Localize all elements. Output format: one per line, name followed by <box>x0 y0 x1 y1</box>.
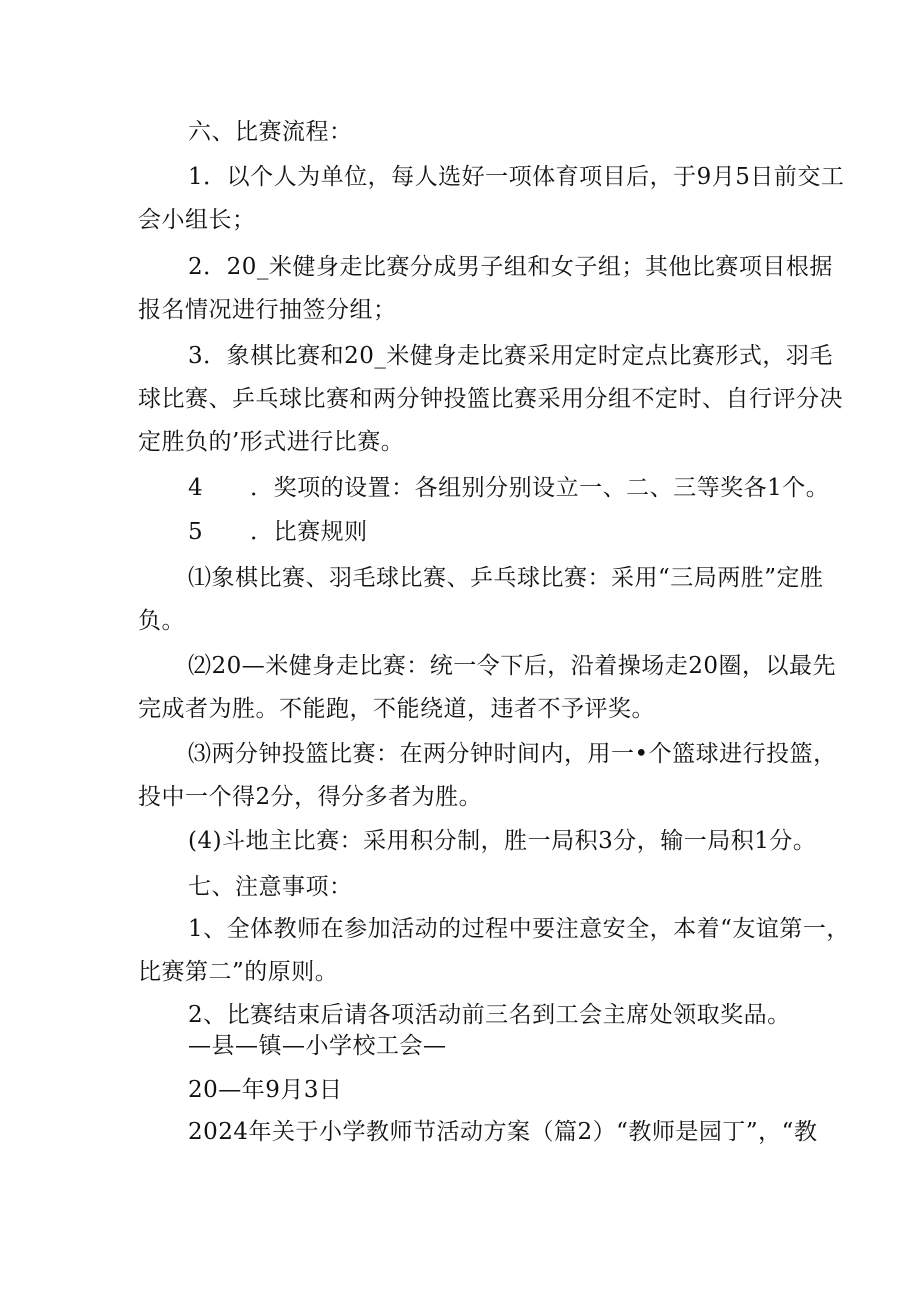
paragraph-line: 负。 <box>138 608 185 634</box>
paragraph-line: ⑴象棋比赛、羽毛球比赛、乒乓球比赛：采用“三局两胜”定胜 <box>188 565 824 591</box>
paragraph-line: ⑶两分钟投篮比赛：在两分钟时间内，用一•个篮球进行投篮， <box>188 741 837 767</box>
section-heading-process: 六、比赛流程： <box>188 119 353 145</box>
signature-organization: —县—镇—小学校工会— <box>188 1033 447 1059</box>
paragraph-line: 完成者为胜。不能跑，不能绕道，违者不予评奖。 <box>138 696 655 722</box>
signature-date: 20—年9月3日 <box>188 1077 343 1103</box>
paragraph-line: 球比赛、乒乓球比赛和两分钟投篮比赛采用分组不定时、自行评分决 <box>138 386 843 412</box>
paragraph-line: 1、全体教师在参加活动的过程中要注意安全，本着“友谊第一， <box>188 916 850 942</box>
paragraph-line: 5 ．比赛规则 <box>188 519 368 545</box>
next-section-title-line: 2024年关于小学教师节活动方案（篇2）“教师是园丁”，“教 <box>188 1119 818 1145</box>
paragraph-line: 定胜负的’形式进行比赛。 <box>138 429 405 455</box>
section-heading-notes: 七、注意事项： <box>188 874 353 900</box>
paragraph-line: 投中一个得2分，得分多者为胜。 <box>138 784 483 810</box>
paragraph-line: 报名情况进行抽签分组； <box>138 297 397 323</box>
paragraph-line: 2．20_米健身走比赛分成男子组和女子组；其他比赛项目根据 <box>188 254 833 280</box>
paragraph-line: 3．象棋比赛和20_米健身走比赛采用定时定点比赛形式，羽毛 <box>188 343 833 369</box>
paragraph-line: ⑵20—米健身走比赛：统一令下后，沿着操场走20圈，以最先 <box>188 653 837 679</box>
paragraph-line: 2、比赛结束后请各项活动前三名到工会主席处领取奖品。 <box>188 1002 791 1028</box>
paragraph-line: 会小组长； <box>138 207 256 233</box>
paragraph-line: 4 ．奖项的设置：各组别分别设立一、二、三等奖各1个。 <box>188 475 830 501</box>
paragraph-line: (4)斗地主比赛：采用积分制，胜一局积3分，输一局积1分。 <box>188 828 817 854</box>
paragraph-line: 1．以个人为单位，每人选好一项体育项目后，于9月5日前交工 <box>188 164 845 190</box>
paragraph-line: 比赛第二”的原则。 <box>138 959 339 985</box>
